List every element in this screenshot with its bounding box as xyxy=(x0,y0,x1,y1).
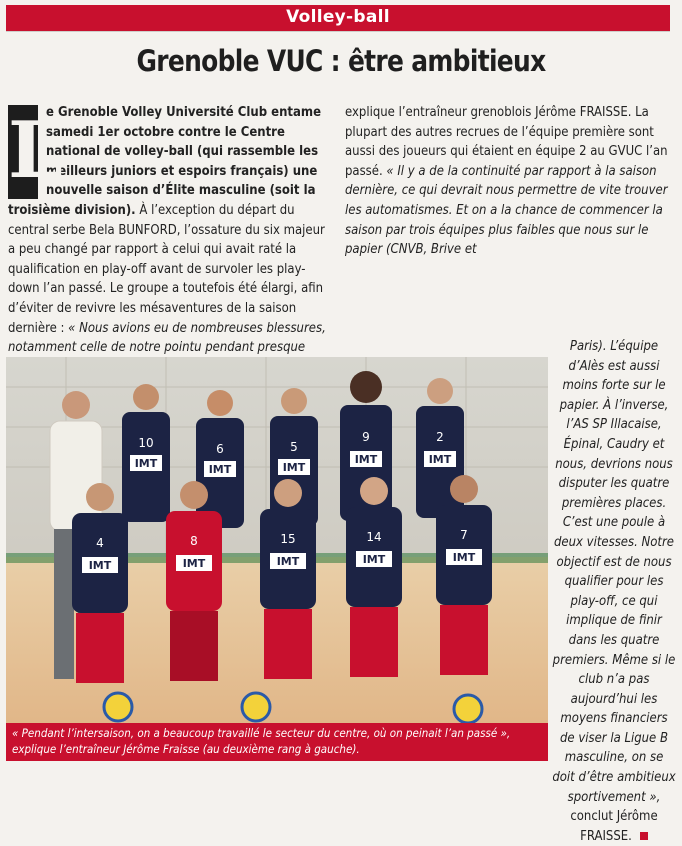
jersey-sponsor-text: IMT xyxy=(208,463,232,476)
coach-quote-1: « Nous avions eu de nombreuses blessures, notamment celle de notre pointu pendant presque xyxy=(8,320,326,356)
jersey-sponsor-text: IMT xyxy=(428,453,452,466)
jersey-number: 14 xyxy=(366,530,382,544)
jersey-number: 7 xyxy=(460,528,468,542)
jersey-sponsor-text: IMT xyxy=(354,453,378,466)
jersey-number: 5 xyxy=(290,440,298,454)
article-paragraph-1: À l’exception du départ du central serbe Bela BUNFORD, l’ossature du six majeur a peu changé par rapport à celui qui avait raté la qualification en play-off avant de survoler les play-down l’an passé. Le groupe a toutefois été élargi, afin d’éviter de revivre les mésaventures de la saison dernière : xyxy=(8,202,325,336)
section-label: Volley-ball xyxy=(286,7,390,27)
jersey-number: 4 xyxy=(96,536,104,550)
end-mark xyxy=(640,832,648,840)
jersey-number: 2 xyxy=(436,430,444,444)
jersey-sponsor-text: IMT xyxy=(282,461,306,474)
article-lead: e Grenoble Volley Université Club entame samedi 1er octobre contre le Centre national de volley-ball (qui rassemble les meilleurs juniors et espoirs français) une nouvelle saison d’Élite masculine (soit la troisième division). xyxy=(8,105,322,218)
coach-quote-2b: Paris). L’équipe d’Alès est aussi moins forte sur le papier. À l’inverse, l’AS SP Illacaise, Épinal, Caudry et nous, devrions nous disputer les quatre premières places. C’est une poule à deux vitesses. Notre objectif est de nous qualifier pour les play-off, ce qui implique de finir dans les quatre premiers. Même si le club n’a pas aujourd’hui les moyens financiers de viser la Ligue B masculine, on se doit d’être ambitieux sportivement », xyxy=(552,339,676,805)
drop-cap-letter: L xyxy=(8,105,63,196)
team-photo xyxy=(6,357,548,761)
jersey-sponsor-text: IMT xyxy=(452,551,476,564)
jersey-sponsor-text: IMT xyxy=(134,457,158,470)
coach-quote-2a: « Il y a de la continuité par rapport à la saison dernière, ce qui devrait nous permettre de vite trouver les automatismes. Et on a la chance de commencer la saison par trois équipes plus faibles que nous sur le papier (CNVB, Brive et xyxy=(345,163,668,258)
section-banner xyxy=(6,5,670,31)
jersey-sponsor-text: IMT xyxy=(276,555,300,568)
article-column-2 xyxy=(345,103,675,260)
photo-caption xyxy=(6,723,548,761)
jersey-number: 9 xyxy=(362,430,370,444)
drop-cap xyxy=(8,105,63,199)
jersey-sponsor-text: IMT xyxy=(88,559,112,572)
jersey-number: 15 xyxy=(280,532,296,546)
team-photo-illustration xyxy=(6,357,548,761)
article-paragraph-2: explique l’entraîneur grenoblois Jérôme FRAISSE. La plupart des autres recrues de l’équipe première sont aussi des joueurs qui étaient en équipe 2 au GVUC l’an passé. xyxy=(345,105,668,179)
jersey-number: 10 xyxy=(138,436,154,450)
jersey-sponsor-text: IMT xyxy=(182,557,206,570)
jersey-sponsor-text: IMT xyxy=(362,553,386,566)
article-closing: conclut Jérôme FRAISSE. xyxy=(570,809,658,844)
jersey-number: 8 xyxy=(190,534,198,548)
article-column-2-narrow xyxy=(552,337,676,846)
photo-caption-text: « Pendant l’intersaison, on a beaucoup travaillé le secteur du centre, où on peinait l’an passé », explique l’entraîneur Jérôme Fraisse (au deuxième rang à gauche). xyxy=(12,726,511,756)
article-headline: Grenoble VUC : être ambitieux xyxy=(136,44,546,78)
jersey-number: 6 xyxy=(216,442,224,456)
